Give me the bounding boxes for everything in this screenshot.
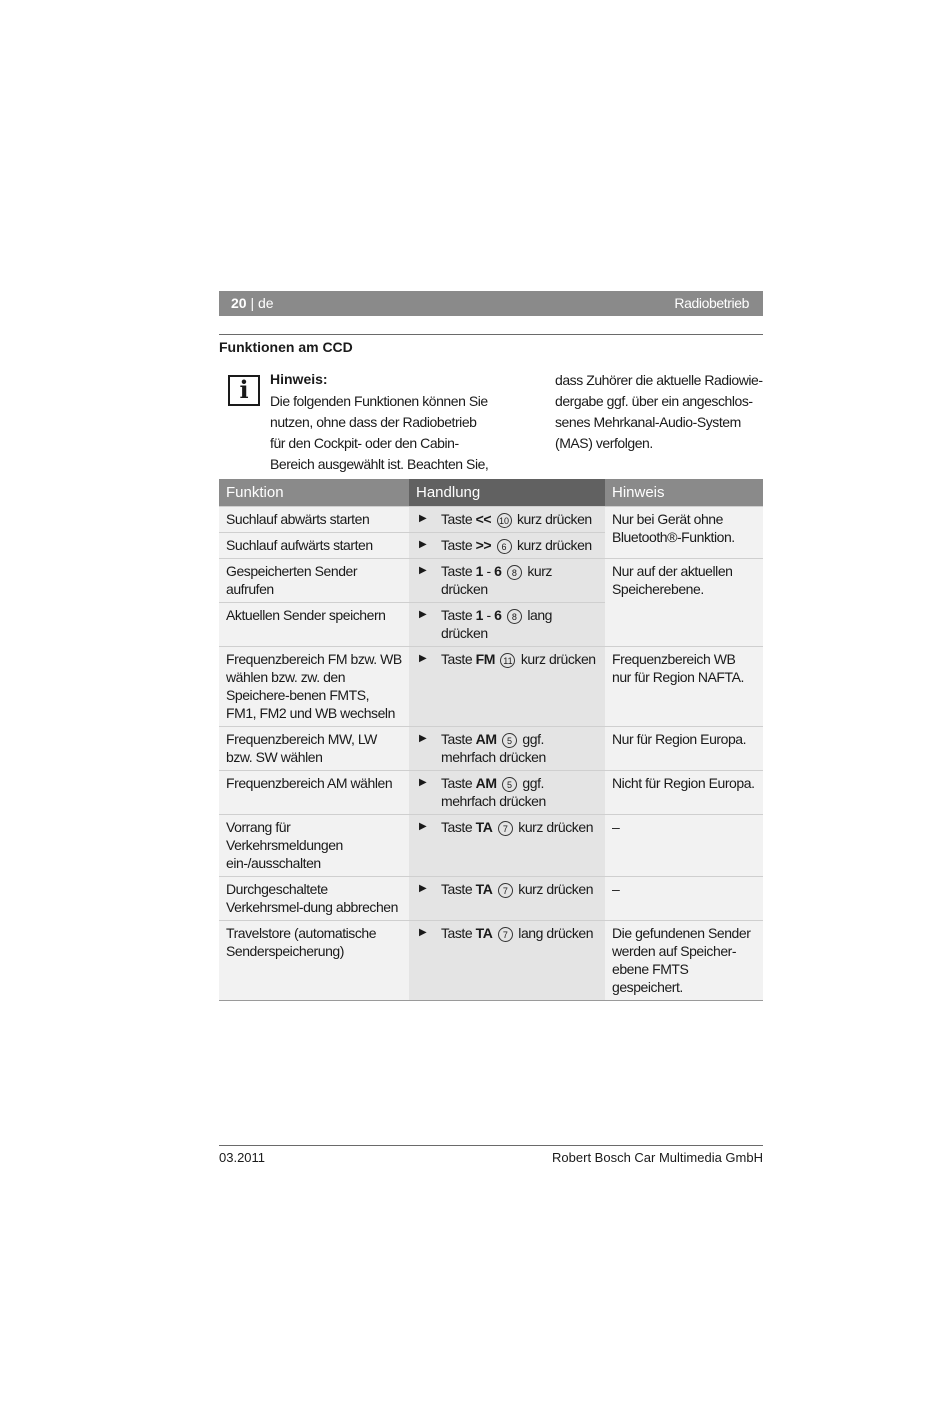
button-number-badge: 8 xyxy=(507,565,522,580)
action-text: kurz drücken xyxy=(514,819,594,835)
action-text: lang drücken xyxy=(514,925,594,941)
header-separator: | xyxy=(246,295,258,311)
info-icon: i xyxy=(228,375,260,406)
cell-handlung xyxy=(409,533,605,559)
play-arrow-icon: ▶ xyxy=(419,653,427,664)
table-row xyxy=(219,771,763,815)
action-text: Taste xyxy=(441,731,476,747)
note-line: für den Cockpit- oder den Cabin- xyxy=(270,435,459,451)
button-number-badge: 7 xyxy=(498,883,513,898)
action-text: lang drücken xyxy=(441,607,552,641)
functions-table xyxy=(219,479,763,1001)
play-arrow-icon: ▶ xyxy=(419,883,427,894)
cell-hinweis: Die gefundenen Sender werden auf Speicher-ebene FMTS gespeichert. xyxy=(605,921,763,1001)
action-text: Taste xyxy=(441,537,476,553)
language-code: de xyxy=(258,295,274,311)
cell-handlung xyxy=(409,647,605,727)
section-title: Funktionen am CCD xyxy=(219,339,353,355)
key-label: 1 xyxy=(475,563,483,579)
table-row xyxy=(219,815,763,877)
key-label: AM xyxy=(475,731,497,747)
key-label: TA xyxy=(475,881,493,897)
note-line: nutzen, ohne dass der Radiobetrieb xyxy=(270,414,477,430)
note-line: Bereich ausgewählt ist. Beachten Sie, xyxy=(270,456,489,472)
footer-company: Robert Bosch Car Multimedia GmbH xyxy=(552,1150,763,1165)
action-text: Taste xyxy=(441,881,476,897)
play-arrow-icon: ▶ xyxy=(419,565,427,576)
key-label: TA xyxy=(475,925,493,941)
page-header-bar xyxy=(219,291,763,316)
key-label: 1 xyxy=(475,607,483,623)
cell-handlung xyxy=(409,877,605,921)
page-number-lang xyxy=(231,295,274,311)
action-text: ggf. mehrfach drücken xyxy=(441,731,546,765)
button-number-badge: 6 xyxy=(497,539,512,554)
play-arrow-icon: ▶ xyxy=(419,733,427,744)
play-arrow-icon: ▶ xyxy=(419,821,427,832)
play-arrow-icon: ▶ xyxy=(419,513,427,524)
cell-funktion: Gespeicherten Sender aufrufen xyxy=(219,559,409,603)
cell-funktion: Frequenzbereich MW, LW bzw. SW wählen xyxy=(219,727,409,771)
key-separator: - xyxy=(483,607,495,623)
cell-handlung xyxy=(409,507,605,533)
cell-funktion: Vorrang für Verkehrsmeldungen ein-/ausschalten xyxy=(219,815,409,877)
table-row xyxy=(219,507,763,533)
action-text: kurz drücken xyxy=(517,651,596,667)
action-text: kurz drücken xyxy=(513,537,592,553)
table-row xyxy=(219,921,763,1001)
action-text: Taste xyxy=(441,563,476,579)
action-text: kurz drücken xyxy=(513,511,592,527)
action-text: Taste xyxy=(441,607,476,623)
cell-funktion: Durchgeschaltete Verkehrsmel-dung abbrechen xyxy=(219,877,409,921)
action-text: Taste xyxy=(441,775,476,791)
column-header-handlung: Handlung xyxy=(409,479,605,507)
cell-funktion: Suchlauf abwärts starten xyxy=(219,507,409,533)
key-label: << xyxy=(475,511,492,527)
cell-funktion: Frequenzbereich FM bzw. WB wählen bzw. zw. den Speichere-benen FMTS, FM1, FM2 und WB wechseln xyxy=(219,647,409,727)
cell-hinweis: Nicht für Region Europa. xyxy=(605,771,763,815)
action-text: kurz drücken xyxy=(441,563,552,597)
cell-handlung xyxy=(409,727,605,771)
play-arrow-icon: ▶ xyxy=(419,777,427,788)
key-separator: - xyxy=(483,563,495,579)
cell-funktion: Aktuellen Sender speichern xyxy=(219,603,409,647)
cell-handlung xyxy=(409,921,605,1001)
divider xyxy=(219,334,763,335)
note-line: Die folgenden Funktionen können Sie xyxy=(270,393,488,409)
cell-handlung xyxy=(409,815,605,877)
note-text-col1 xyxy=(270,391,500,475)
column-header-funktion: Funktion xyxy=(219,479,409,507)
key-label: >> xyxy=(475,537,492,553)
cell-hinweis: – xyxy=(605,815,763,877)
button-number-badge: 11 xyxy=(500,653,515,668)
footer-date: 03.2011 xyxy=(219,1150,266,1165)
action-text: Taste xyxy=(441,651,476,667)
table-row xyxy=(219,559,763,603)
action-text: ggf. mehrfach drücken xyxy=(441,775,546,809)
action-text: Taste xyxy=(441,819,476,835)
note-line: (MAS) verfolgen. xyxy=(555,435,653,451)
key-label: AM xyxy=(475,775,497,791)
table-row xyxy=(219,877,763,921)
page-number: 20 xyxy=(231,295,247,311)
cell-hinweis: – xyxy=(605,877,763,921)
button-number-badge: 8 xyxy=(507,609,522,624)
play-arrow-icon: ▶ xyxy=(419,927,427,938)
note-text-col2 xyxy=(555,370,765,454)
note-line: dergabe ggf. über ein angeschlos- xyxy=(555,393,753,409)
key-label: 6 xyxy=(494,563,502,579)
play-arrow-icon: ▶ xyxy=(419,609,427,620)
chapter-title: Radiobetrieb xyxy=(674,295,749,311)
action-text: Taste xyxy=(441,925,476,941)
key-label: FM xyxy=(475,651,495,667)
footer-divider xyxy=(219,1145,763,1146)
note-line: dass Zuhörer die aktuelle Radiowie- xyxy=(555,372,763,388)
cell-handlung xyxy=(409,559,605,603)
action-text: kurz drücken xyxy=(514,881,594,897)
button-number-badge: 7 xyxy=(498,927,513,942)
cell-funktion: Travelstore (automatische Senderspeicherung) xyxy=(219,921,409,1001)
cell-hinweis: Nur bei Gerät ohne Bluetooth®-Funktion. xyxy=(605,507,763,559)
cell-hinweis: Nur für Region Europa. xyxy=(605,727,763,771)
button-number-badge: 5 xyxy=(502,777,517,792)
button-number-badge: 7 xyxy=(498,821,513,836)
table-row xyxy=(219,727,763,771)
table-header-row xyxy=(219,479,763,507)
cell-hinweis: Frequenzbereich WB nur für Region NAFTA. xyxy=(605,647,763,727)
play-arrow-icon: ▶ xyxy=(419,539,427,550)
column-header-hinweis: Hinweis xyxy=(605,479,763,507)
button-number-badge: 10 xyxy=(497,513,512,528)
key-label: TA xyxy=(475,819,493,835)
note-line: senes Mehrkanal-Audio-System xyxy=(555,414,741,430)
cell-handlung xyxy=(409,771,605,815)
button-number-badge: 5 xyxy=(502,733,517,748)
table-row xyxy=(219,647,763,727)
cell-funktion: Frequenzbereich AM wählen xyxy=(219,771,409,815)
cell-hinweis: Nur auf der aktuellen Speicherebene. xyxy=(605,559,763,647)
cell-handlung xyxy=(409,603,605,647)
key-label: 6 xyxy=(494,607,502,623)
cell-funktion: Suchlauf aufwärts starten xyxy=(219,533,409,559)
note-title: Hinweis: xyxy=(270,371,328,387)
action-text: Taste xyxy=(441,511,476,527)
